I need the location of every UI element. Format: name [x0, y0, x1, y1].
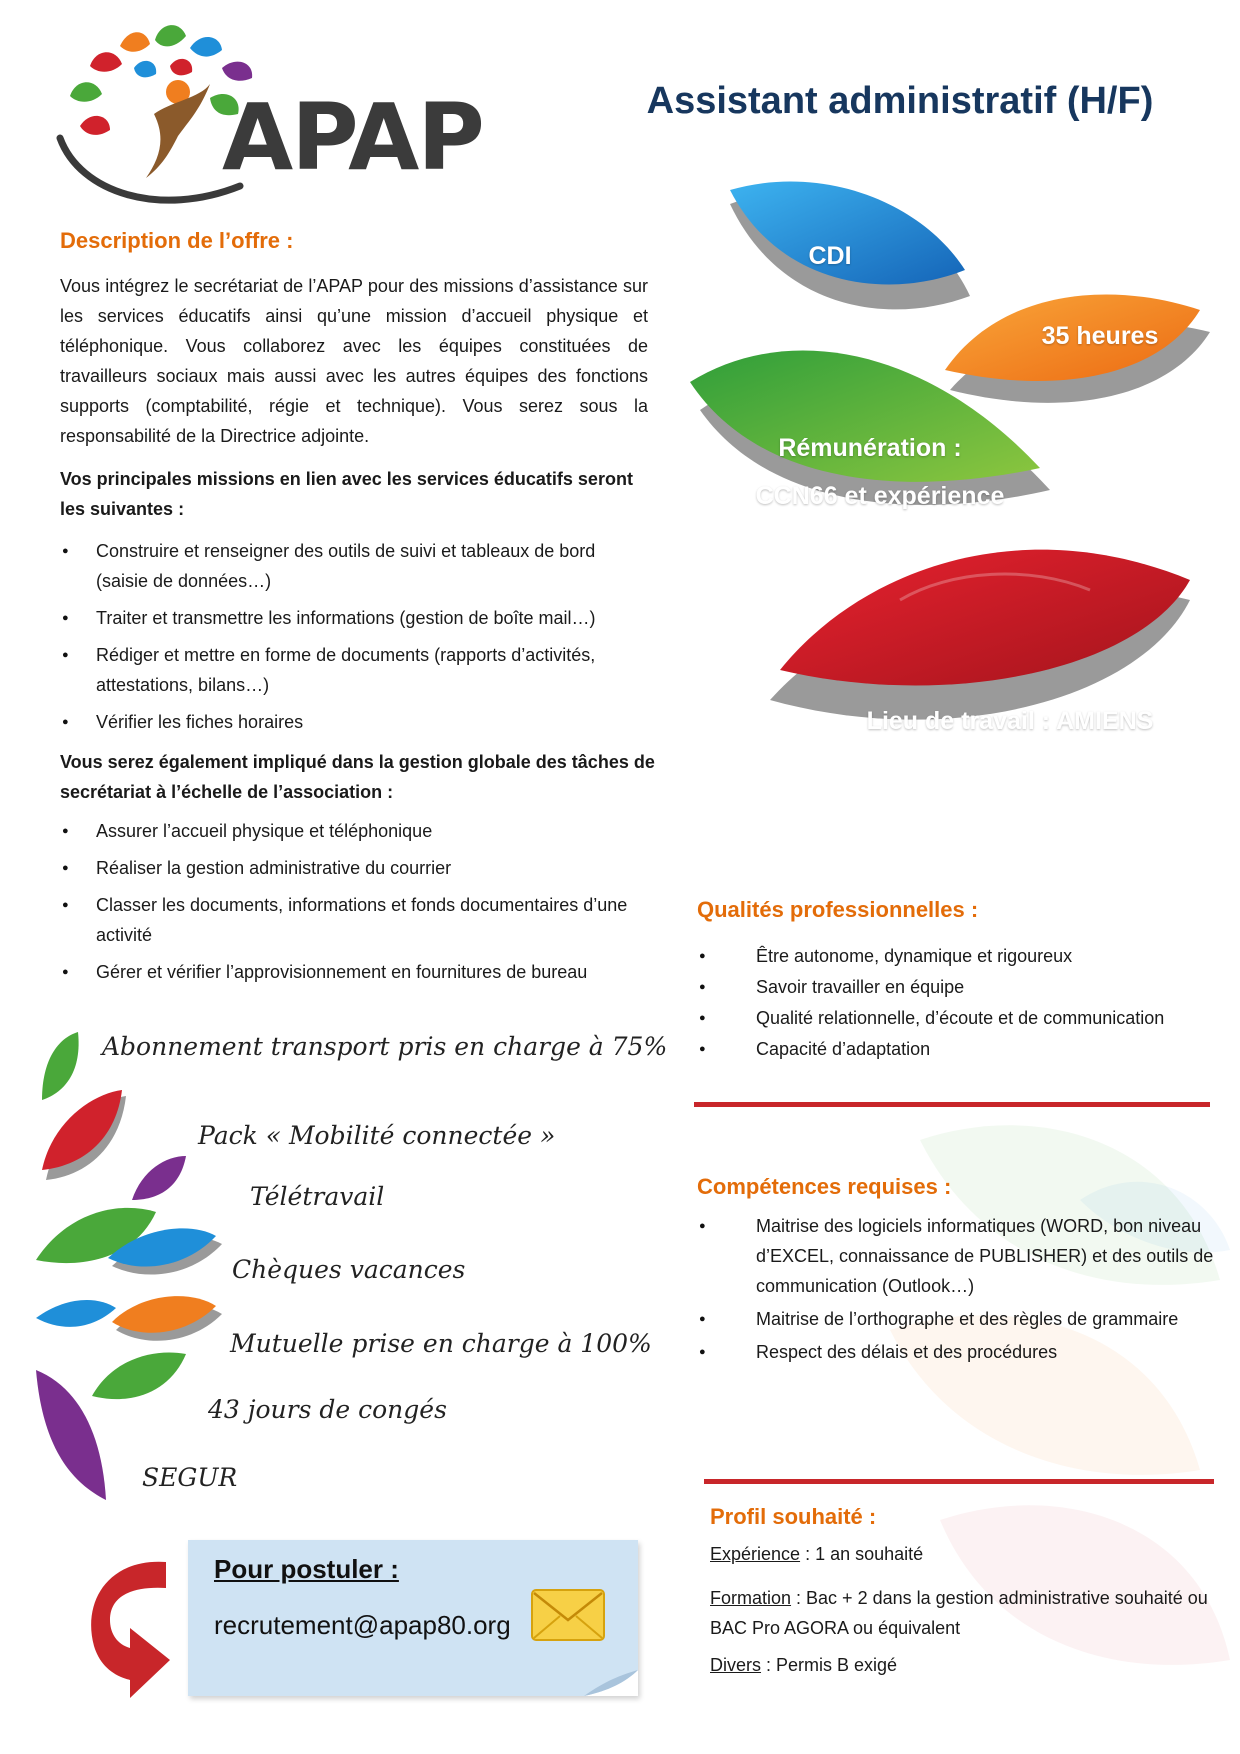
qualities-list — [697, 941, 1217, 1065]
divider-line — [694, 1102, 1210, 1107]
list-item: ● Réaliser la gestion administrative du courrier — [60, 853, 650, 883]
list-item: ● Savoir travailler en équipe — [697, 972, 1217, 1002]
location-leaf — [780, 550, 1190, 686]
benefits-leaves-graphic — [36, 1030, 226, 1510]
skills-list — [697, 1211, 1217, 1370]
benefit-segur: SEGUR — [142, 1463, 238, 1492]
location-label: Lieu de travail : AMIENS — [866, 707, 1154, 735]
list-item: ● Maitrise des logiciels informatiques (WORD, bon niveau d’EXCEL, connaissance de PUBLISHER) et des outils de communication (Outlook…) — [697, 1211, 1217, 1301]
list-item: ● Gérer et vérifier l’approvisionnement en fournitures de bureau — [60, 957, 650, 987]
logo-text: APAP — [222, 84, 483, 191]
list-item: ● Construire et renseigner des outils de suivi et tableaux de bord (saisie de données…) — [60, 536, 650, 596]
pay-value: CCN66 et expérience — [755, 482, 1005, 510]
curved-arrow-icon — [78, 1552, 178, 1704]
page-curl-decoration — [584, 1670, 638, 1696]
qualities-heading: Qualités professionnelles : — [697, 897, 979, 922]
list-item: ● Assurer l’accueil physique et téléphonique — [60, 816, 650, 846]
skills-heading: Compétences requises : — [697, 1174, 952, 1199]
envelope-icon — [530, 1584, 606, 1644]
misc-label: Divers — [710, 1655, 762, 1675]
list-item: ● Être autonome, dynamique et rigoureux — [697, 941, 1217, 971]
profile-training — [710, 1583, 1220, 1643]
pay-label: Rémunération : — [778, 434, 962, 462]
description-intro: Vous intégrez le secrétariat de l’APAP pour des missions d’assistance sur les services éducatifs ainsi qu’une mission d’accueil physique et téléphonique. Vous collaborez avec les équipes constituées de travailleurs sociaux mais aussi avec les autres équipes des fonctions supports (comptabilité, régie et technique). Vous serez sous la responsabilité de la Directrice adjointe. — [60, 276, 648, 446]
profile-misc — [710, 1650, 1220, 1680]
global-tasks-heading: Vous serez également impliqué dans la gestion globale des tâches de secrétariat à l’échelle de l’association : — [60, 752, 655, 802]
list-item: ● Classer les documents, informations et fonds documentaires d’une activité — [60, 890, 650, 950]
list-item: ● Vérifier les fiches horaires — [60, 707, 650, 737]
list-item: ● Rédiger et mettre en forme de documents (rapports d’activités, attestations, bilans…) — [60, 640, 650, 700]
benefit-holiday-vouchers: Chèques vacances — [232, 1255, 466, 1284]
benefit-health-insurance: Mutuelle prise en charge à 100% — [230, 1329, 652, 1358]
benefit-mobility: Pack « Mobilité connectée » — [198, 1121, 556, 1150]
divider-line — [704, 1479, 1214, 1484]
list-item: ● Capacité d’adaptation — [697, 1034, 1217, 1064]
job-title: Assistant administratif (H/F) — [646, 80, 1154, 122]
benefit-transport: Abonnement transport pris en charge à 75% — [102, 1032, 668, 1061]
list-item: ● Traiter et transmettre les informations (gestion de boîte mail…) — [60, 603, 650, 633]
hours-label: 35 heures — [1041, 322, 1159, 350]
apply-heading: Pour postuler : — [214, 1554, 399, 1584]
contract-type-label: CDI — [808, 242, 852, 270]
training-label: Formation — [710, 1588, 792, 1608]
apply-email-link[interactable]: recrutement@apap80.org — [214, 1610, 511, 1640]
training-value: : Bac + 2 dans la gestion administrative souhaité ou BAC Pro AGORA ou équivalent — [710, 1588, 1208, 1638]
benefit-remote-work: Télétravail — [250, 1182, 385, 1211]
apply-box — [188, 1540, 638, 1696]
apap-logo — [50, 18, 483, 218]
description-heading: Description de l’offre : — [60, 228, 294, 253]
profile-experience — [710, 1539, 1220, 1569]
profile-heading: Profil souhaité : — [710, 1504, 877, 1529]
benefit-leave-days: 43 jours de congés — [208, 1395, 447, 1424]
experience-value: : 1 an souhaité — [800, 1544, 924, 1564]
list-item: ● Respect des délais et des procédures — [697, 1337, 1217, 1367]
experience-label: Expérience — [710, 1544, 801, 1564]
list-item: ● Qualité relationnelle, d’écoute et de communication — [697, 1003, 1217, 1033]
misc-value: : Permis B exigé — [761, 1655, 898, 1675]
global-tasks-list — [60, 816, 650, 994]
missions-list — [60, 536, 650, 744]
missions-heading: Vos principales missions en lien avec les services éducatifs seront les suivantes : — [60, 469, 633, 519]
list-item: ● Maitrise de l’orthographe et des règles de grammaire — [697, 1304, 1217, 1334]
